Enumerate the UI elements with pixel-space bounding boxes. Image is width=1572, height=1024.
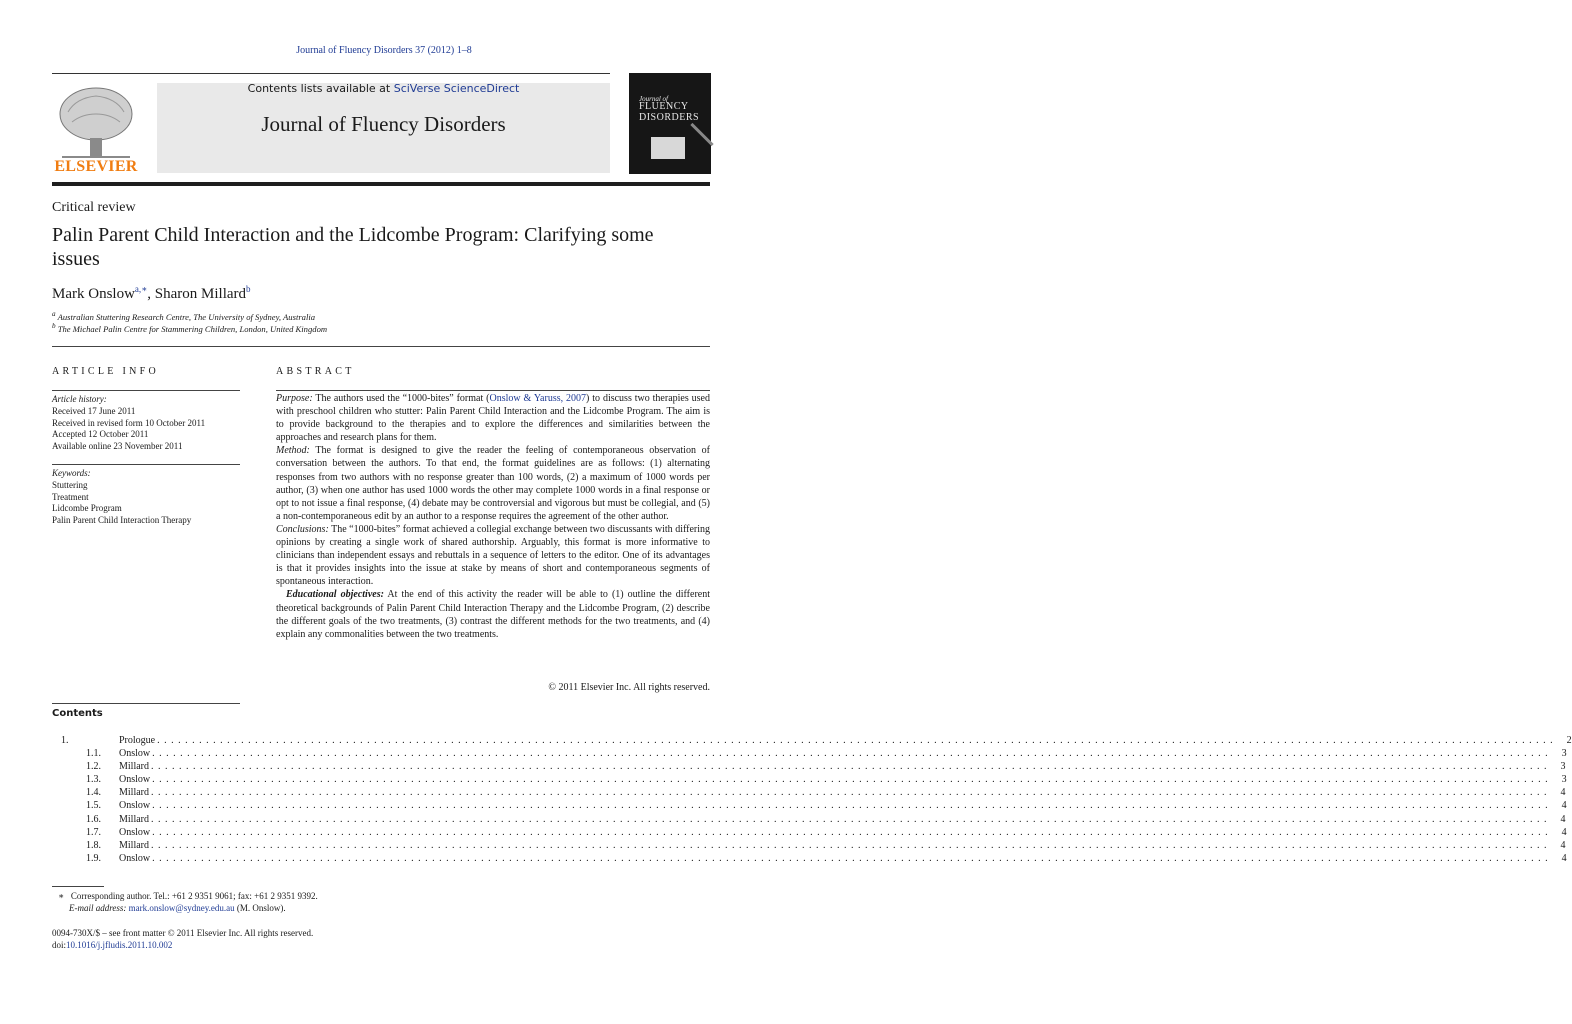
cover-stripe [690,123,713,146]
keyword: Stuttering [52,479,88,490]
purpose-text-end: ) to discuss two therapies used with preschool children who stutter: Palin Parent Child Interaction and the Lidcombe Program. The aim is to provide background to the therapies and to explore the differences and similarities between the approaches and research plans for them. [276,393,710,444]
toc-leader-dots: . . . . . . . . . . . . . . . . . . . . . . . . . . . . . . . . . . . . . . . . . . . . . . . . . . . . . . . . . . . . . . . . . . . . . . . . . . . . . . . . . . . . . . . . . . . . . . . . . . . . . . . . . . . . . . . . . . . . . . . . . . . . . . . . . . . . . . . . . . . . . . . . . . . . . . . . . . . . . . . . . . . . . . . . . . . . . . . . . . . . . . . . . . . . . . . . . . . . . . . . [151,839,1548,851]
toc-entry-number: 1.3. [86,774,101,786]
toc-entry[interactable] [52,839,1566,852]
doi-label: doi: [52,940,67,950]
toc-entry-title[interactable]: Onslow [119,826,151,838]
toc-entry-number: 1. [61,735,69,746]
author-affiliation-mark[interactable]: a,∗ [134,284,148,294]
cover-line-1: Journal of [639,95,668,103]
article-history [52,394,205,453]
email-note [69,903,286,913]
footnote-rule [52,886,104,887]
toc-entry-number: 1.4. [86,787,101,799]
header-top-rule [52,73,610,74]
email-label: E-mail address: [69,903,127,913]
toc-entry[interactable] [52,786,1566,799]
citation-link[interactable]: Onslow & Yaruss, 2007 [489,393,587,404]
table-of-contents [52,734,1572,865]
method-label: Method: [276,445,310,457]
toc-entry-number: 1.6. [86,813,101,825]
toc-leader-dots: . . . . . . . . . . . . . . . . . . . . . . . . . . . . . . . . . . . . . . . . . . . . . . . . . . . . . . . . . . . . . . . . . . . . . . . . . . . . . . . . . . . . . . . . . . . . . . . . . . . . . . . . . . . . . . . . . . . . . . . . . . . . . . . . . . . . . . . . . . . . . . . . . . . . . . . . . . . . . . . . . . . . . . . . . . . . . . . . . . . . . . . . . . . . . . . . . . . . . . . . [151,761,1548,773]
affiliation-a [52,310,315,322]
email-link[interactable]: mark.onslow@sydney.edu.au [128,903,235,913]
author-list [52,284,251,303]
history-entry: Accepted 12 October 2011 [52,429,149,440]
toc-entry-page[interactable]: 4 [1561,852,1567,864]
history-entry: Received in revised form 10 October 2011 [52,417,206,428]
cover-line-3: DISORDERS [639,112,700,123]
author-separator: , [147,286,155,302]
toc-entry-page[interactable]: 3 [1560,761,1566,773]
elsevier-wordmark: ELSEVIER [54,158,138,175]
section-divider [52,346,710,347]
toc-entry-title[interactable]: Prologue [119,735,156,746]
journal-title[interactable]: Journal of Fluency Disorders [261,112,506,136]
history-entry: Available online 23 November 2011 [52,441,183,452]
corresponding-text: Corresponding author. Tel.: +61 2 9351 9061; fax: +61 2 9351 9392. [70,891,318,901]
toc-entry-page[interactable]: 2 [1566,735,1572,746]
abstract-body [276,392,710,641]
keyword: Palin Parent Child Interaction Therapy [52,515,192,526]
toc-entry-number: 1.1. [86,748,101,760]
toc-leader-dots: . . . . . . . . . . . . . . . . . . . . . . . . . . . . . . . . . . . . . . . . . . . . . . . . . . . . . . . . . . . . . . . . . . . . . . . . . . . . . . . . . . . . . . . . . . . . . . . . . . . . . . . . . . . . . . . . . . . . . . . . . . . . . . . . . . . . . . . . . . . . . . . . . . . . . . . . . . . . . . . . . . . . . . . . . . . . . . . . . . . . . . . . . . . . . . . . . . . . . . . . [151,787,1548,799]
toc-leader-dots: . . . . . . . . . . . . . . . . . . . . . . . . . . . . . . . . . . . . . . . . . . . . . . . . . . . . . . . . . . . . . . . . . . . . . . . . . . . . . . . . . . . . . . . . . . . . . . . . . . . . . . . . . . . . . . . . . . . . . . . . . . . . . . . . . . . . . . . . . . . . . . . . . . . . . . . . . . . . . . . . . . . . . . . . . . . . . . . . . . . . . . . . . . . . . . . . . . . . . . . . [152,748,1549,760]
toc-entry[interactable] [52,852,1567,865]
affiliation-text: The Michael Palin Centre for Stammering Children, London, United Kingdom [57,323,328,334]
toc-leader-dots: . . . . . . . . . . . . . . . . . . . . . . . . . . . . . . . . . . . . . . . . . . . . . . . . . . . . . . . . . . . . . . . . . . . . . . . . . . . . . . . . . . . . . . . . . . . . . . . . . . . . . . . . . . . . . . . . . . . . . . . . . . . . . . . . . . . . . . . . . . . . . . . . . . . . . . . . . . . . . . . . . . . . . . . . . . . . . . . . . . . . . . . . . . . . . . . . . . . . . . . . [152,852,1549,864]
cover-image-box [651,137,685,159]
article-info-rule [52,390,240,391]
educational-objectives-label: Educational objectives: [286,589,384,601]
email-suffix: (M. Onslow). [234,903,286,913]
sciencedirect-link[interactable]: SciVerse ScienceDirect [393,82,520,95]
toc-entry[interactable] [52,773,1567,786]
abstract-heading: ABSTRACT [276,366,355,377]
corresponding-author-note [58,891,318,902]
toc-entry[interactable] [52,760,1566,773]
toc-entry-page[interactable]: 4 [1561,826,1567,838]
toc-leader-dots: . . . . . . . . . . . . . . . . . . . . . . . . . . . . . . . . . . . . . . . . . . . . . . . . . . . . . . . . . . . . . . . . . . . . . . . . . . . . . . . . . . . . . . . . . . . . . . . . . . . . . . . . . . . . . . . . . . . . . . . . . . . . . . . . . . . . . . . . . . . . . . . . . . . . . . . . . . . . . . . . . . . . . . . . . . . . . . . . . . . . . . . . . . . . . . . . . . . . . . . . [152,774,1549,786]
toc-leader-dots: . . . . . . . . . . . . . . . . . . . . . . . . . . . . . . . . . . . . . . . . . . . . . . . . . . . . . . . . . . . . . . . . . . . . . . . . . . . . . . . . . . . . . . . . . . . . . . . . . . . . . . . . . . . . . . . . . . . . . . . . . . . . . . . . . . . . . . . . . . . . . . . . . . . . . . . . . . . . . . . . . . . . . . . . . . . . . . . . . . . . . . . . . . . . . . . . . . . . . . . . [157,735,1554,746]
article-info-heading: ARTICLE INFO [52,366,160,377]
toc-entry[interactable] [52,799,1567,812]
toc-entry-number: 1.2. [86,761,101,773]
contents-rule [52,703,240,704]
doi-link[interactable]: 10.1016/j.jfludis.2011.10.002 [66,940,173,950]
toc-entry[interactable] [52,826,1567,839]
keyword: Treatment [52,491,89,502]
abstract-purpose [276,392,710,444]
front-matter-note: 0094-730X/$ – see front matter © 2011 Elsevier Inc. All rights reserved. [52,928,314,938]
toc-entry-page[interactable]: 4 [1560,813,1566,825]
toc-entry-title[interactable]: Onslow [119,748,151,760]
toc-entry-number: 1.5. [86,800,101,812]
toc-entry[interactable] [52,813,1566,826]
contents-availability [157,82,610,95]
toc-entry-page[interactable]: 4 [1560,839,1566,851]
cover-line-2: FLUENCY [639,101,689,112]
article-title: Palin Parent Child Interaction and the Lidcombe Program: Clarifying some issues [52,224,654,270]
author-name[interactable]: Sharon Millard [154,286,247,302]
purpose-label: Purpose: [276,393,313,404]
journal-reference[interactable]: Journal of Fluency Disorders 37 (2012) 1–8 [296,45,472,56]
toc-entry-number: 1.8. [86,839,101,851]
contents-prefix: Contents lists available at [247,82,394,95]
author-name[interactable]: Mark Onslow [52,286,135,302]
keyword: Lidcombe Program [52,503,122,514]
keywords-label: Keywords: [52,468,91,478]
article-history-label: Article history: [52,394,107,404]
header-thick-rule [52,182,710,186]
abstract-conclusions [276,523,710,588]
abstract-copyright: © 2011 Elsevier Inc. All rights reserved. [548,682,710,693]
method-text: The format is designed to give the reader the feeling of contemporaneous observation of conversation between the authors. To that end, the format guidelines are as follows: (1) alternating responses from two authors with no response greater than 100 words, (2) a maximum of 1000 words per author, (3) when one author has used 1000 words the other may complete 1000 words in a final response or opt to not issue a final response, (4) debate may be controversial and vigorous but must be collegial, and (5) a non-contemporaneous edit by an author to a response requires the agreement of the other author. [276,445,710,522]
affiliation-b [52,322,327,334]
abstract-method [276,444,710,523]
toc-entry-title[interactable]: Millard [119,787,149,799]
toc-entry-page[interactable]: 4 [1560,787,1566,799]
toc-entry-title[interactable]: Onslow [119,800,151,812]
affiliation-mark: b [52,322,56,330]
toc-leader-dots: . . . . . . . . . . . . . . . . . . . . . . . . . . . . . . . . . . . . . . . . . . . . . . . . . . . . . . . . . . . . . . . . . . . . . . . . . . . . . . . . . . . . . . . . . . . . . . . . . . . . . . . . . . . . . . . . . . . . . . . . . . . . . . . . . . . . . . . . . . . . . . . . . . . . . . . . . . . . . . . . . . . . . . . . . . . . . . . . . . . . . . . . . . . . . . . . . . . . . . . . [152,800,1549,812]
toc-entry-page[interactable]: 3 [1561,774,1567,786]
keywords [52,468,191,527]
toc-entry-title[interactable]: Millard [119,839,149,851]
history-entry: Received 17 June 2011 [52,405,136,416]
affiliation-text: Australian Stuttering Research Centre, The University of Sydney, Australia [57,311,316,322]
abstract-educational-objectives [276,588,710,640]
journal-cover-thumbnail[interactable] [629,73,711,174]
toc-leader-dots: . . . . . . . . . . . . . . . . . . . . . . . . . . . . . . . . . . . . . . . . . . . . . . . . . . . . . . . . . . . . . . . . . . . . . . . . . . . . . . . . . . . . . . . . . . . . . . . . . . . . . . . . . . . . . . . . . . . . . . . . . . . . . . . . . . . . . . . . . . . . . . . . . . . . . . . . . . . . . . . . . . . . . . . . . . . . . . . . . . . . . . . . . . . . . . . . . . . . . . . . [152,826,1549,838]
conclusions-text: The “1000-bites” format achieved a collegial exchange between two discussants with differing opinions by creating a single work of shared authorship. Arguably, this format is more informative to clinicians than independent essays and rebuttals in a sequence of letters to the editor. One of its advantages is that it provides insights into the issue at stake by means of short and contemporaneous segments of spontaneous interaction. [276,523,710,588]
contents-heading: Contents [52,708,103,719]
abstract-rule [276,390,710,391]
article-type: Critical review [52,200,136,215]
toc-entry-page[interactable]: 3 [1561,748,1567,760]
footnote-star: ∗ [58,891,65,901]
toc-entry-title[interactable]: Onslow [119,852,151,864]
toc-entry-title[interactable]: Millard [119,813,149,825]
author-affiliation-mark[interactable]: b [246,284,251,294]
conclusions-label: Conclusions: [276,523,329,535]
purpose-text-start: The authors used the “1000-bites” format ( [312,393,490,404]
toc-entry[interactable] [52,747,1567,760]
toc-entry-page[interactable]: 4 [1561,800,1567,812]
affiliation-mark: a [52,310,56,318]
educational-objectives-text: At the end of this activity the reader will be able to (1) outline the different theoretical backgrounds of Palin Parent Child Interaction Therapy and the Lidcombe Program, (2) describe the different goals of the two treatments, (3) contrast the different methods for the two treatments, and (4) explain any commonalities between the two treatments. [276,589,710,640]
toc-entry-number: 1.7. [86,826,101,838]
toc-leader-dots: . . . . . . . . . . . . . . . . . . . . . . . . . . . . . . . . . . . . . . . . . . . . . . . . . . . . . . . . . . . . . . . . . . . . . . . . . . . . . . . . . . . . . . . . . . . . . . . . . . . . . . . . . . . . . . . . . . . . . . . . . . . . . . . . . . . . . . . . . . . . . . . . . . . . . . . . . . . . . . . . . . . . . . . . . . . . . . . . . . . . . . . . . . . . . . . . . . . . . . . . [151,813,1548,825]
toc-entry[interactable] [52,734,1572,747]
keywords-rule [52,464,240,465]
doi-line [52,940,172,950]
toc-entry-title[interactable]: Onslow [119,774,151,786]
toc-entry-number: 1.9. [86,852,101,864]
toc-entry-title[interactable]: Millard [119,761,149,773]
